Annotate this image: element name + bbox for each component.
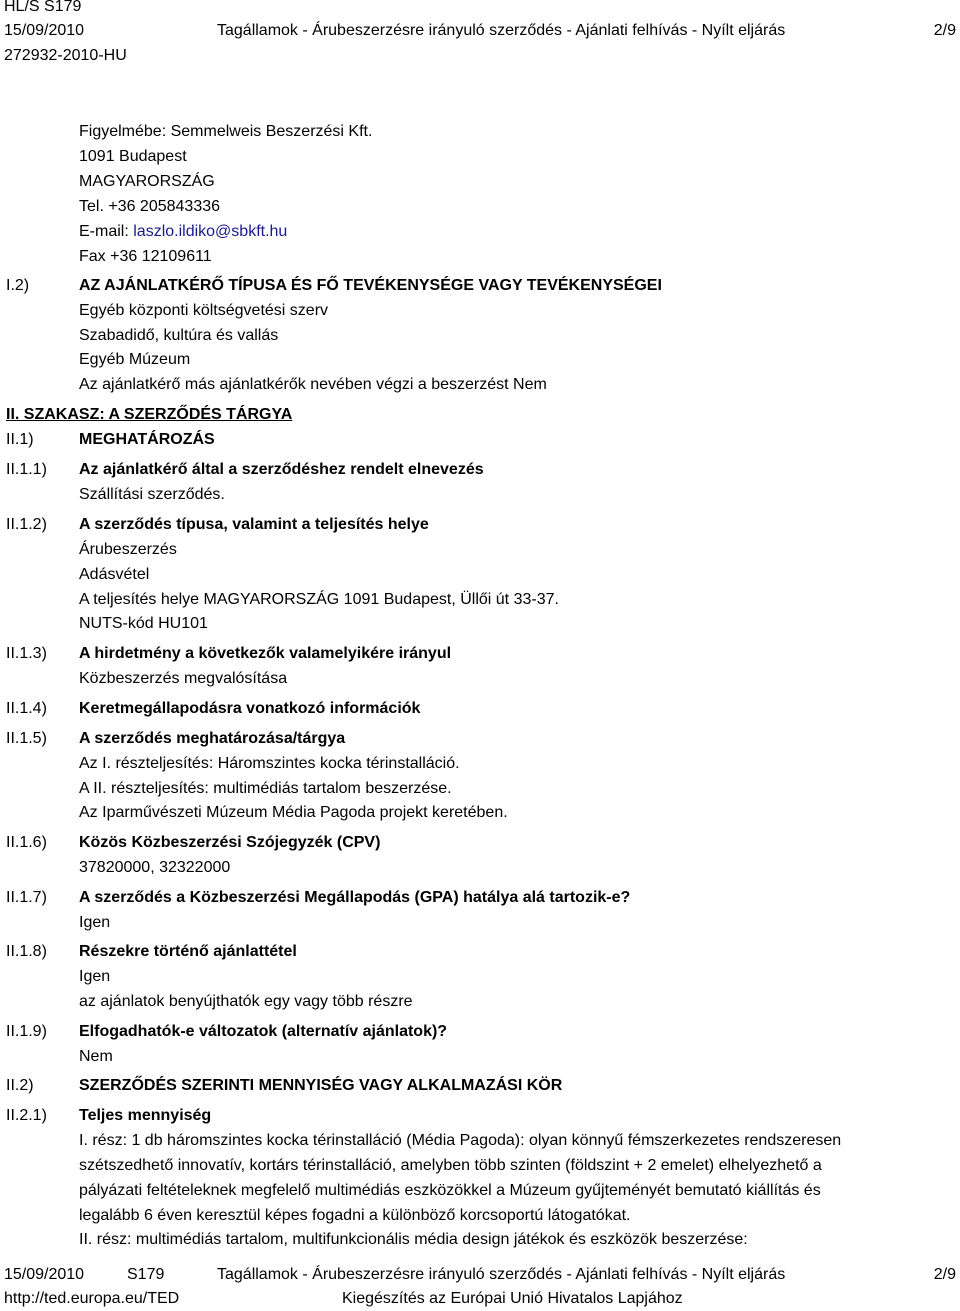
contact-tel: Tel. +36 205843336 bbox=[79, 198, 221, 215]
section-line: Az ajánlatkérő más ajánlatkérők nevében végzi a beszerzést Nem bbox=[79, 376, 547, 393]
contact-city: 1091 Budapest bbox=[79, 148, 187, 165]
section-line: Igen bbox=[79, 914, 111, 931]
section-number: II.1) bbox=[6, 431, 34, 448]
section-heading: SZERZŐDÉS SZERINTI MENNYISÉG VAGY ALKALMAZÁSI KÖR bbox=[79, 1077, 563, 1094]
section-number: II.1.9) bbox=[6, 1023, 47, 1040]
section-heading: A szerződés a Közbeszerzési Megállapodás (GPA) hatálya alá tartozik-e? bbox=[79, 889, 631, 906]
footer-supplement: Kiegészítés az Európai Unió Hivatalos Lapjához bbox=[342, 1290, 683, 1307]
section-heading: AZ AJÁNLATKÉRŐ TÍPUSA ÉS FŐ TEVÉKENYSÉGE VAGY TEVÉKENYSÉGEI bbox=[79, 277, 662, 294]
section-heading: Részekre történő ajánlattétel bbox=[79, 943, 297, 960]
contact-country: MAGYARORSZÁG bbox=[79, 173, 215, 190]
section-heading: Elfogadhatók-e változatok (alternatív ajánlatok)? bbox=[79, 1023, 448, 1040]
section-number: II.1.8) bbox=[6, 943, 47, 960]
section-heading: Teljes mennyiség bbox=[79, 1107, 212, 1124]
section-heading: Közös Közbeszerzési Szójegyzék (CPV) bbox=[79, 834, 381, 851]
footer-url[interactable]: http://ted.europa.eu/TED bbox=[4, 1290, 180, 1307]
doc-id: HL/S S179 bbox=[4, 0, 82, 15]
section-number: II.1.1) bbox=[6, 461, 47, 478]
section-number: II.1.7) bbox=[6, 889, 47, 906]
section-line: A teljesítés helye MAGYARORSZÁG 1091 Budapest, Üllői út 33-37. bbox=[79, 591, 559, 608]
section-line: 37820000, 32322000 bbox=[79, 859, 231, 876]
section-heading: Keretmegállapodásra vonatkozó információk bbox=[79, 700, 421, 717]
notice-id: 272932-2010-HU bbox=[4, 47, 127, 64]
section-line: I. rész: 1 db háromszintes kocka térinstalláció (Média Pagoda): olyan könnyű fémszerkezetes rendszeresen bbox=[79, 1132, 842, 1149]
section-line: Árubeszerzés bbox=[79, 541, 177, 558]
contact-attention: Figyelmébe: Semmelweis Beszerzési Kft. bbox=[79, 123, 373, 140]
footer-date: 15/09/2010 bbox=[4, 1266, 85, 1283]
header-title: Tagállamok - Árubeszerzésre irányuló szerződés - Ajánlati felhívás - Nyílt eljárás bbox=[217, 22, 786, 39]
header-date: 15/09/2010 bbox=[4, 22, 85, 39]
section-number: I.2) bbox=[6, 277, 30, 294]
section-line: II. rész: multimédiás tartalom, multifunkcionális média design játékok és eszközök beszerzése: bbox=[79, 1231, 748, 1248]
section-line: Igen bbox=[79, 968, 111, 985]
section-number: II.1.5) bbox=[6, 730, 47, 747]
section-line: szétszedhető innovatív, kortárs térinstalláció, amelyben több szinten (földszint + 2 emelet) elhelyezhető a bbox=[79, 1157, 822, 1174]
email-label: E-mail: bbox=[79, 223, 134, 240]
section-number: II.1.6) bbox=[6, 834, 47, 851]
section-line: Az I. részteljesítés: Háromszintes kocka térinstalláció. bbox=[79, 755, 460, 772]
section-line: Szállítási szerződés. bbox=[79, 486, 225, 503]
section-heading: MEGHATÁROZÁS bbox=[79, 431, 215, 448]
section-heading: A szerződés meghatározása/tárgya bbox=[79, 730, 346, 747]
section-title: II. SZAKASZ: A SZERZŐDÉS TÁRGYA bbox=[6, 406, 293, 423]
section-heading: Az ajánlatkérő által a szerződéshez rendelt elnevezés bbox=[79, 461, 484, 478]
footer-doc: S179 bbox=[127, 1266, 165, 1283]
section-line: legalább 6 éven keresztül képes fogadni a különböző korcsoportú látogatókat. bbox=[79, 1207, 631, 1224]
section-line: Szabadidő, kultúra és vallás bbox=[79, 327, 279, 344]
section-line: Adásvétel bbox=[79, 566, 150, 583]
section-line: Nem bbox=[79, 1048, 113, 1065]
section-line: Közbeszerzés megvalósítása bbox=[79, 670, 288, 687]
section-number: II.2) bbox=[6, 1077, 34, 1094]
contact-fax: Fax +36 12109611 bbox=[79, 248, 212, 265]
section-line: pályázati feltételeknek megfelelő multimédiás eszközökkel a Múzeum gyűjteményét bemutató kiállítás és bbox=[79, 1182, 821, 1199]
header-page: 2/9 bbox=[933, 22, 956, 39]
section-number: II.1.2) bbox=[6, 516, 47, 533]
email-link[interactable]: laszlo.ildiko@sbkft.hu bbox=[133, 223, 288, 240]
section-line: A II. részteljesítés: multimédiás tartalom beszerzése. bbox=[79, 780, 452, 797]
footer-title: Tagállamok - Árubeszerzésre irányuló szerződés - Ajánlati felhívás - Nyílt eljárás bbox=[217, 1266, 786, 1283]
section-heading: A hirdetmény a következők valamelyikére irányul bbox=[79, 645, 452, 662]
contact-email-row bbox=[79, 222, 287, 242]
section-line: Egyéb központi költségvetési szerv bbox=[79, 302, 329, 319]
section-number: II.1.3) bbox=[6, 645, 47, 662]
section-line: Egyéb Múzeum bbox=[79, 351, 191, 368]
section-line: NUTS-kód HU101 bbox=[79, 615, 208, 632]
section-line: Az Iparművészeti Múzeum Média Pagoda projekt keretében. bbox=[79, 804, 508, 821]
section-line: az ajánlatok benyújthatók egy vagy több részre bbox=[79, 993, 413, 1010]
section-heading: A szerződés típusa, valamint a teljesítés helye bbox=[79, 516, 429, 533]
section-number: II.1.4) bbox=[6, 700, 47, 717]
footer-page: 2/9 bbox=[933, 1266, 956, 1283]
section-number: II.2.1) bbox=[6, 1107, 47, 1124]
